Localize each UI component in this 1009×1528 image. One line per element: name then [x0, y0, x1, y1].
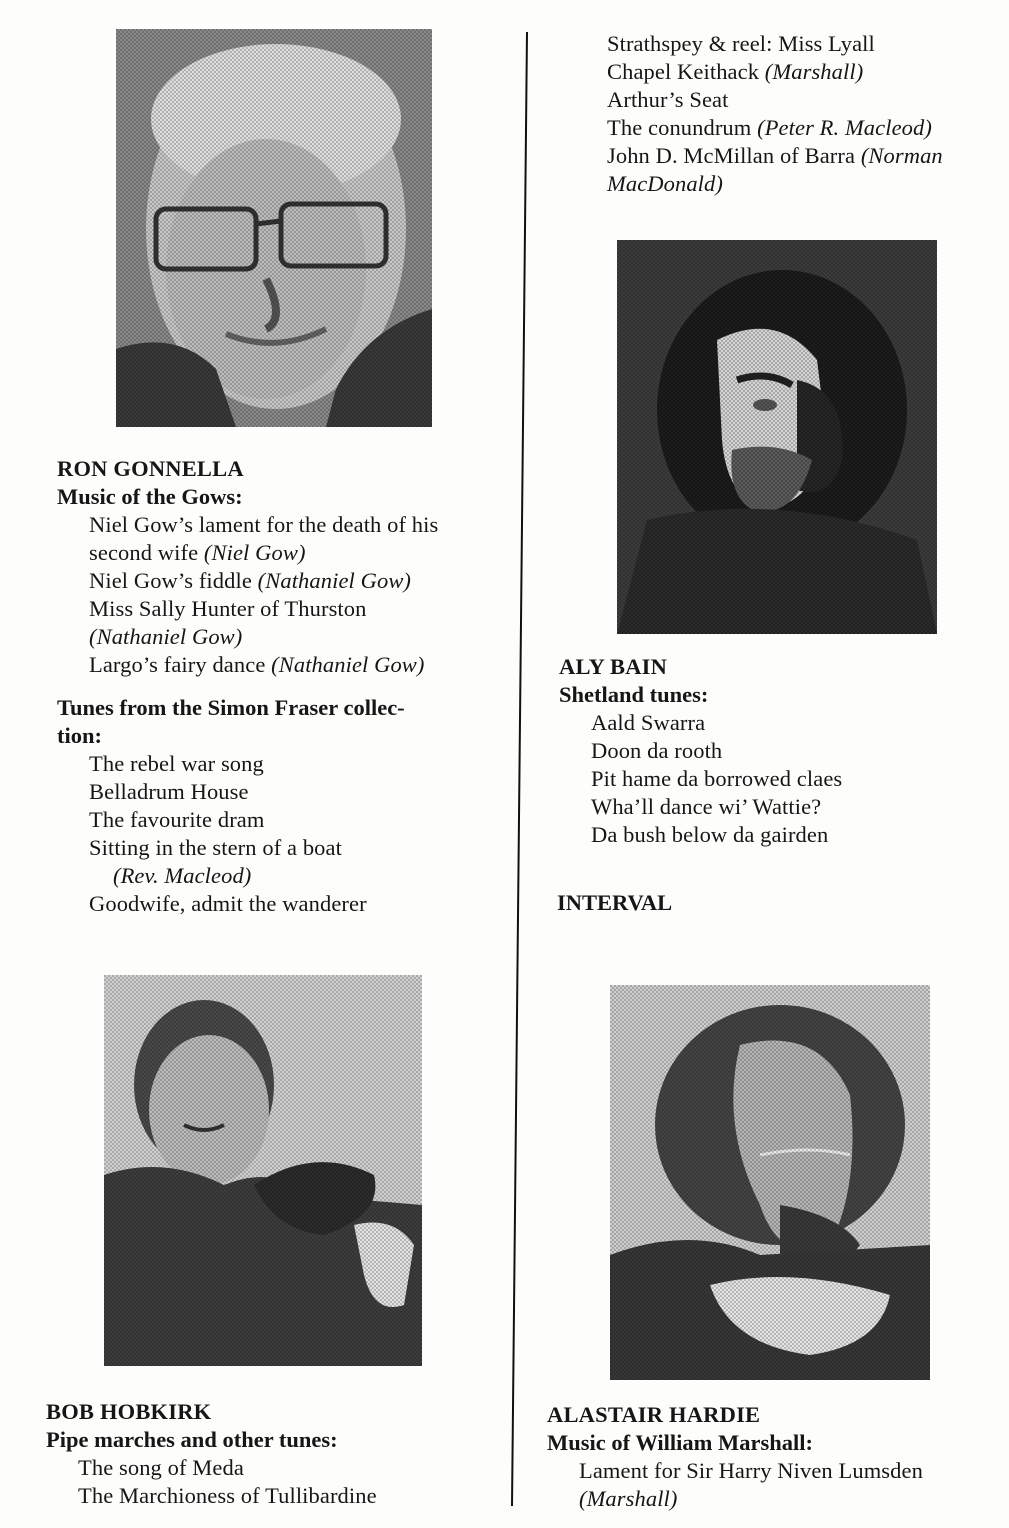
performer-name: RON GONNELLA [57, 456, 244, 481]
tune-item: The Marchioness of Tullibardine [78, 1483, 377, 1508]
tune-title: Chapel Keithack [607, 59, 765, 84]
photo-alastair-hardie [610, 985, 930, 1380]
photo-aly-bain [617, 240, 937, 634]
tune-item [57, 511, 497, 539]
tune-composer: MacDonald) [607, 171, 723, 196]
tune-title: Goodwife, admit the wanderer [89, 891, 367, 916]
tune-title: The rebel war song [89, 751, 264, 776]
performer-bob-hobkirk [46, 1398, 496, 1510]
tune-item-continuation [575, 170, 995, 198]
tune-title: The favourite dram [89, 807, 265, 832]
tune-title: Niel Gow’s lament for the death of his [89, 512, 439, 537]
tune-item: Aald Swarra [591, 710, 706, 735]
tune-item [575, 142, 995, 170]
tune-item: Pit hame da borrowed claes [591, 766, 843, 791]
tune-composer: (Nathaniel Gow) [271, 652, 425, 677]
tune-item-continuation [57, 862, 497, 890]
tune-item [547, 1457, 997, 1485]
tune-composer: (Norman [860, 143, 943, 168]
tune-item [57, 806, 497, 834]
tune-item [57, 651, 497, 679]
tune-title: Miss Sally Hunter of Thurston [89, 596, 367, 621]
tune-title: John D. McMillan of Barra [607, 143, 861, 168]
tune-item: Da bush below da gairden [591, 822, 829, 847]
tune-composer: (Niel Gow) [203, 540, 306, 565]
photo-bob-hobkirk [104, 975, 422, 1366]
set-heading: Music of the Gows: [57, 484, 243, 509]
set-heading: Pipe marches and other tunes: [46, 1427, 338, 1452]
tune-title: The conundrum [607, 115, 758, 140]
set-heading-continuation: tion: [57, 723, 102, 748]
set-heading: Music of William Marshall: [547, 1430, 814, 1455]
tune-composer: (Marshall) [579, 1486, 678, 1511]
tune-composer: (Rev. Macleod) [113, 863, 252, 888]
tune-item [575, 30, 995, 58]
performer-name: ALY BAIN [559, 654, 668, 679]
tune-item-continuation [547, 1485, 997, 1513]
tune-title: Lament for Sir Harry Niven Lumsden [579, 1458, 923, 1483]
tune-composer: (Peter R. Macleod) [757, 115, 932, 140]
performer-name: BOB HOBKIRK [46, 1399, 212, 1424]
tune-item [575, 86, 995, 114]
tune-item [575, 58, 995, 86]
tune-title: second wife [89, 540, 204, 565]
carryover-tune-list [575, 30, 995, 198]
tune-item [575, 114, 995, 142]
tune-item [57, 890, 497, 918]
tune-title: Arthur’s Seat [607, 87, 729, 112]
tune-composer: (Marshall) [764, 59, 864, 84]
performer-alastair-hardie [547, 1401, 997, 1513]
tune-item-continuation [57, 539, 497, 567]
performer-aly-bain [559, 653, 979, 849]
tune-title: Belladrum House [89, 779, 249, 804]
tune-item [57, 834, 497, 862]
tune-composer: (Nathaniel Gow) [89, 624, 243, 649]
photo-ron-gonnella [116, 29, 432, 427]
tune-item [57, 595, 497, 623]
tune-composer: (Nathaniel Gow) [257, 568, 412, 593]
performer-ron-gonnella [57, 455, 497, 918]
tune-title: Largo’s fairy dance [89, 652, 272, 677]
set-heading: Shetland tunes: [559, 682, 709, 707]
tune-title: Strathspey & reel: Miss Lyall [607, 31, 875, 56]
performer-name: ALASTAIR HARDIE [547, 1402, 761, 1427]
tune-item-continuation [57, 623, 497, 651]
set-heading: Tunes from the Simon Fraser collec- [57, 695, 405, 720]
tune-item [57, 750, 497, 778]
tune-item: Wha’ll dance wi’ Wattie? [591, 794, 822, 819]
tune-item [57, 778, 497, 806]
tune-item [57, 567, 497, 595]
tune-title: Niel Gow’s fiddle [89, 568, 258, 593]
tune-item: The song of Meda [78, 1455, 244, 1480]
tune-item: Doon da rooth [591, 738, 723, 763]
interval-heading: INTERVAL [557, 890, 673, 915]
tune-title: Sitting in the stern of a boat [89, 835, 342, 860]
